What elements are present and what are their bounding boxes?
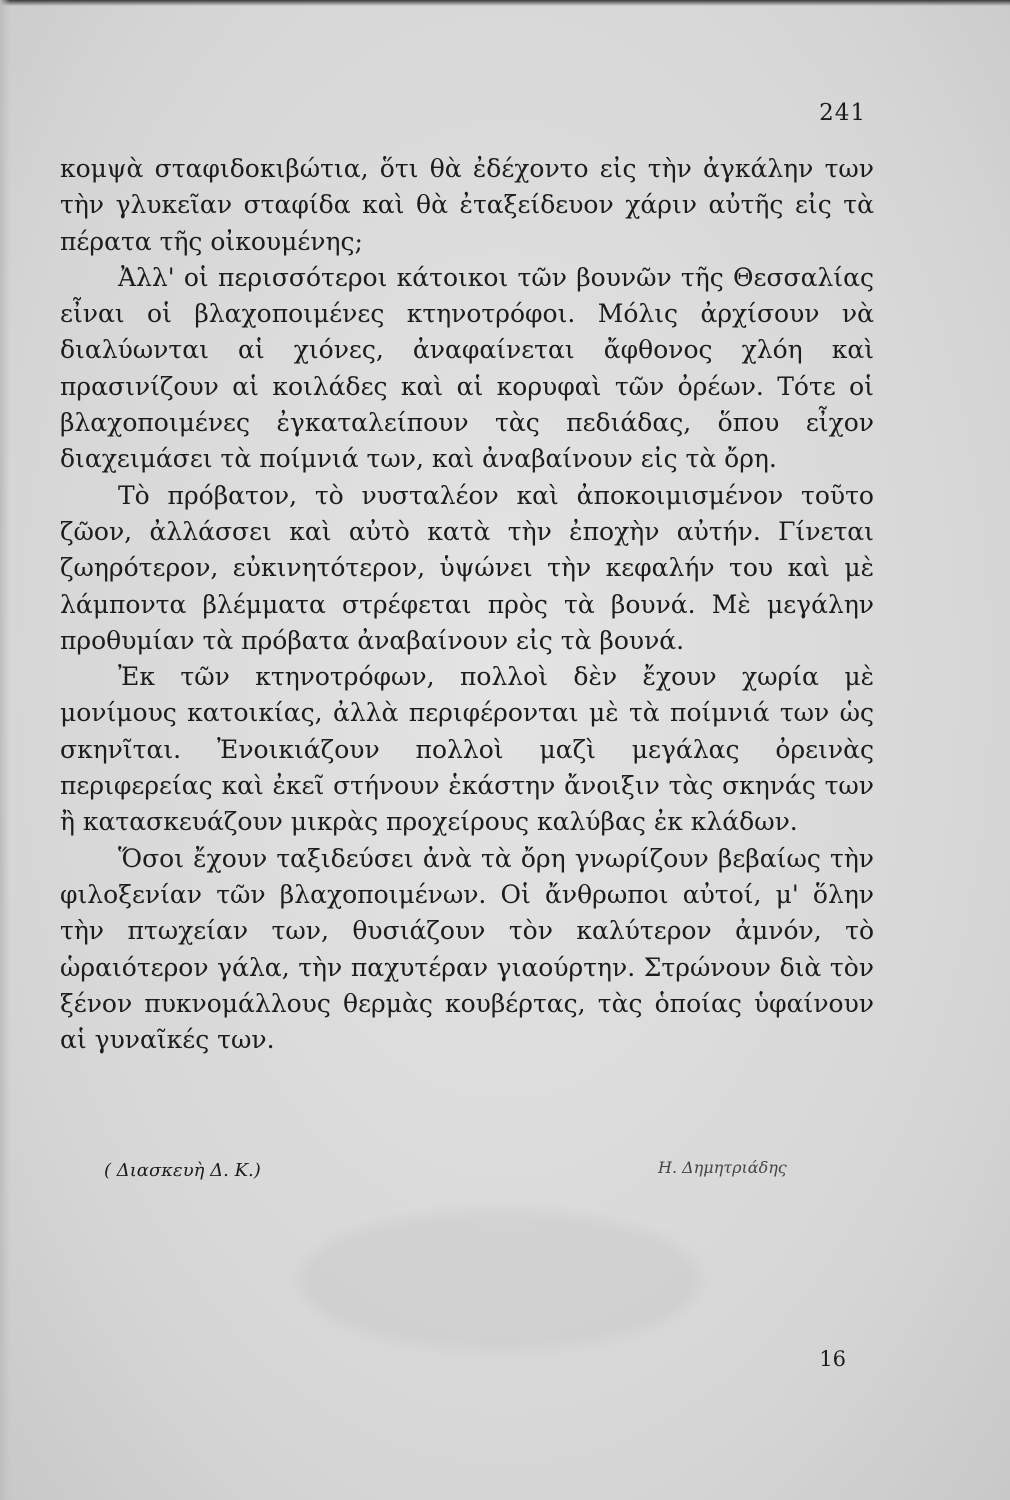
paragraph: Τὸ πρόβατον, τὸ νυσταλέον καὶ ἀποκοιμισμένον τοῦτο ζῶον, ἀλλάσσει καὶ αὐτὸ κατὰ τὴν ἐποχὴν αὐτήν. Γίνεται ζωηρότερον, εὐκινητότερον, ὑψώνει τὴν κεφαλήν του καὶ μὲ λάμποντα βλέμματα στρέφεται πρὸς τὰ βουνά. Μὲ μεγάλην προθυμίαν τὰ πρόβατα ἀναβαίνουν εἰς τὰ βουνά.	[60, 480, 874, 655]
paragraph: Ὅσοι ἔχουν ταξιδεύσει ἀνὰ τὰ ὄρη γνωρίζουν βεβαίως τὴν φιλοξενίαν τῶν βλαχοποιμένων. Οἱ ἄνθρωποι αὐτοί, μ' ὅλην τὴν πτωχείαν των, θυσιάζουν τὸν καλύτερον ἀμνόν, τὸ ὡραιότερον γάλα, τὴν παχυτέραν γιαούρτην. Στρώνουν διὰ τὸν ξένον πυκνομάλλους θερμὰς κουβέρτας, τὰς ὁποίας ὑφαίνουν αἱ γυναῖκές των.	[60, 843, 874, 1055]
paragraph: κομψὰ σταφιδοκιβώτια, ὅτι θὰ ἐδέχοντο εἰς τὴν ἀγκάλην των τὴν γλυκεῖαν σταφίδα καὶ θὰ ἐταξείδευον χάριν αὐτῆς εἰς τὰ πέρατα τῆς οἰκουμένης;	[60, 154, 874, 256]
paragraph: Ἐκ τῶν κτηνοτρόφων, πολλοὶ δὲν ἔχουν χωρία μὲ μονίμους κατοικίας, ἀλλὰ περιφέρονται μὲ τὰ ποίμνιά των ὡς σκηνῖται. Ἐνοικιάζουν πολλοὶ μαζὶ μεγάλας ὀρεινὰς περιφερείας καὶ ἐκεῖ στήνουν ἑκάστην ἄνοιξιν τὰς σκηνάς των ἢ κατασκευάζουν μικρὰς προχείρους καλύβας ἐκ κλάδων.	[60, 662, 874, 837]
page-number: 241	[819, 100, 866, 126]
scan-top-edge	[0, 0, 1010, 6]
body-text	[60, 151, 874, 1058]
paragraph: Ἀλλ' οἱ περισσότεροι κάτοικοι τῶν βουνῶν τῆς Θεσσαλίας εἶναι οἱ βλαχοποιμένες κτηνοτρόφοι. Μόλις ἀρχίσουν νὰ διαλύωνται αἱ χιόνες, ἀναφαίνεται ἄφθονος χλόη καὶ πρασινίζουν αἱ κοιλάδες καὶ αἱ κορυφαὶ τῶν ὀρέων. Τότε οἱ βλαχοποιμένες ἐγκαταλείπουν τὰς πεδιάδας, ὅπου εἶχον διαχειμάσει τὰ ποίμνιά των, καὶ ἀναβαίνουν εἰς τὰ ὄρη.	[60, 262, 874, 474]
author-signature: Η. Δημητριάδης	[658, 1158, 787, 1177]
attribution-row	[0, 1158, 1010, 1188]
printer-signature-mark: 16	[819, 1347, 846, 1371]
adaptation-credit: ( Διασκευὴ Δ. Κ.)	[104, 1160, 261, 1181]
bleed-through-smudge	[300, 1210, 700, 1350]
scan-left-edge	[0, 0, 10, 1500]
